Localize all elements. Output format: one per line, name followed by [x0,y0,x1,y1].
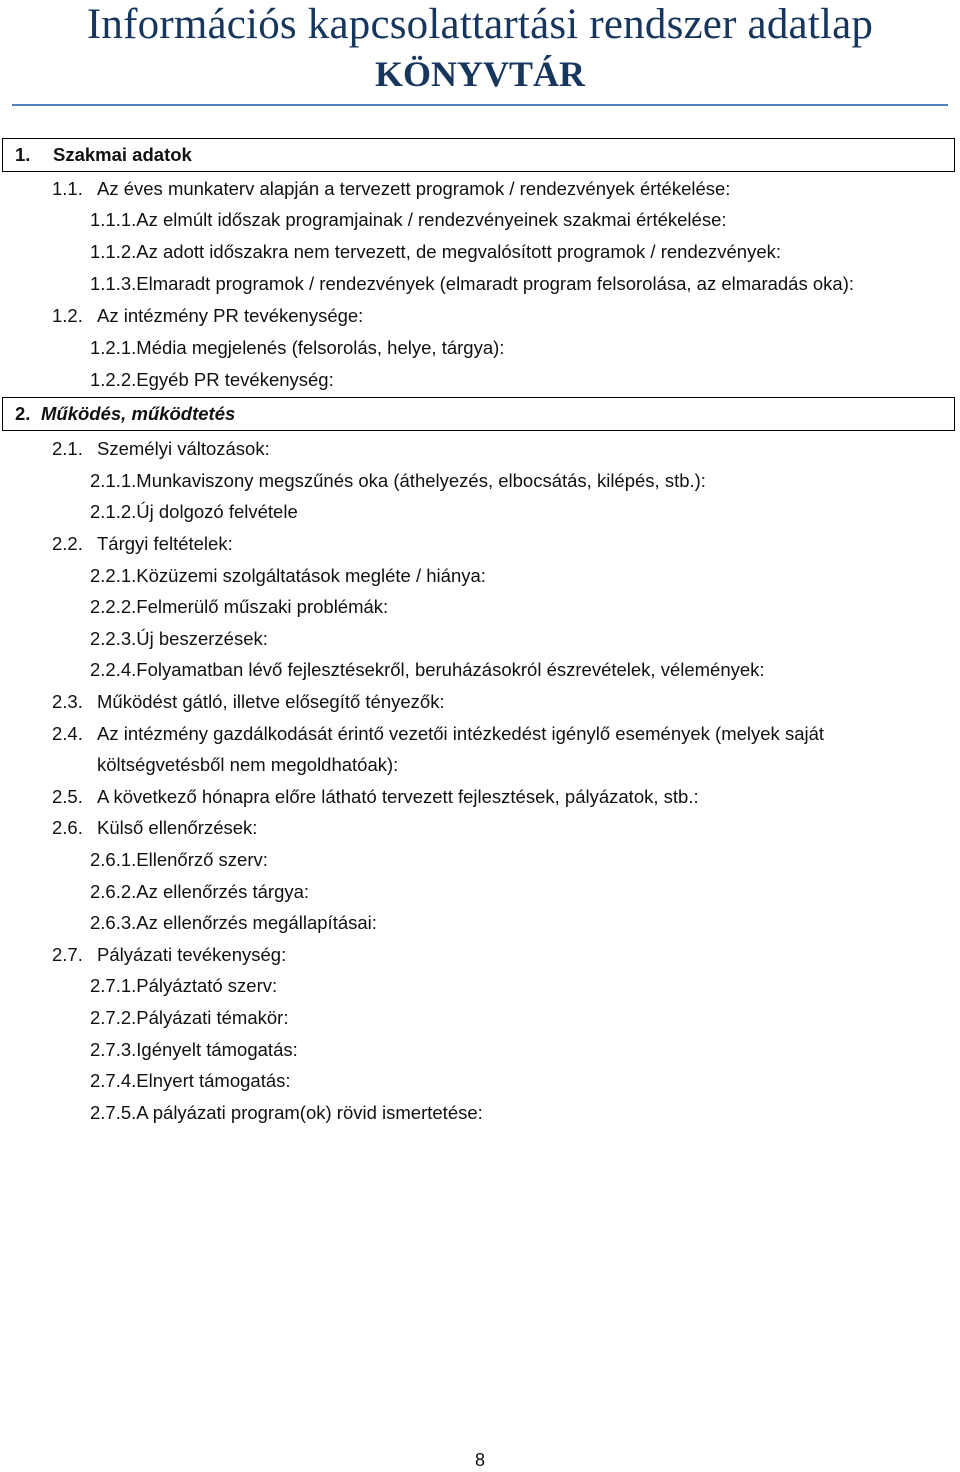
item-text: 2.7.1.Pályáztató szerv: [90,975,278,996]
document-subtitle: KÖNYVTÁR [374,54,585,94]
item-text: 1.1.2.Az adott időszakra nem tervezett, de megvalósított programok / rendezvények: [90,241,782,262]
item-number: 2.7. [52,944,83,965]
item-text: Pályázati tevékenység: [97,944,287,965]
section-number: 1. [15,144,31,165]
item-text: 1.2.1.Média megjelenés (felsorolás, helye, tárgya): [90,337,505,358]
item-number: 2.2. [52,533,83,554]
section-title: Működés, működtetés [41,403,236,424]
item-number: 2.4. [52,723,83,744]
item-text: 2.2.3.Új beszerzések: [90,628,268,649]
item-text: 2.1.2.Új dolgozó felvétele [90,501,298,522]
item-number: 1.1. [52,178,83,199]
item-number: 1.2. [52,305,83,326]
item-number: 2.5. [52,786,83,807]
item-text: 2.7.3.Igényelt támogatás: [90,1039,298,1060]
item-text: 2.2.4.Folyamatban lévő fejlesztésekről, beruházásokról észrevételek, vélemények: [90,659,765,680]
page-number: 8 [474,1450,485,1470]
section-2-header [2,397,955,431]
item-text: Az intézmény gazdálkodását érintő vezetői intézkedést igénylő események (melyek saját [97,723,825,744]
item-text: 2.7.5.A pályázati program(ok) rövid ismertetése: [90,1102,483,1123]
item-text: Tárgyi feltételek: [97,533,233,554]
item-text: A következő hónapra előre látható tervezett fejlesztések, pályázatok, stb.: [97,786,699,807]
item-text: 2.7.4.Elnyert támogatás: [90,1070,291,1091]
item-text: 2.1.1.Munkaviszony megszűnés oka (áthelyezés, elbocsátás, kilépés, stb.): [90,470,706,491]
item-text: 1.1.3.Elmaradt programok / rendezvények (elmaradt program felsorolása, az elmaradás oka): [90,273,854,294]
item-text: 2.2.2.Felmerülő műszaki problémák: [90,596,389,617]
item-text: 2.7.2.Pályázati témakör: [90,1007,289,1028]
item-text: Személyi változások: [97,438,270,459]
section-title: Szakmai adatok [53,144,192,165]
item-number: 2.1. [52,438,83,459]
item-text: 1.1.1.Az elmúlt időszak programjainak / rendezvényeinek szakmai értékelése: [90,209,727,230]
item-text: Külső ellenőrzések: [97,817,258,838]
item-text: 2.2.1.Közüzemi szolgáltatások megléte / hiánya: [90,565,486,586]
section-number: 2. [15,403,31,424]
item-number: 2.6. [52,817,83,838]
item-text: költségvetésből nem megoldhatóak): [97,754,399,775]
item-text: 1.2.2.Egyéb PR tevékenység: [90,369,334,390]
item-text: Az intézmény PR tevékenysége: [97,305,364,326]
title-underline [12,104,948,106]
item-number: 2.3. [52,691,83,712]
item-text: 2.6.1.Ellenőrző szerv: [90,849,268,870]
document-title: Információs kapcsolattartási rendszer adatlap [86,1,874,48]
item-text: 2.6.3.Az ellenőrzés megállapításai: [90,912,377,933]
item-text: 2.6.2.Az ellenőrzés tárgya: [90,881,310,902]
section-1-header [2,138,955,172]
item-text: Működést gátló, illetve elősegítő tényezők: [97,691,445,712]
item-text: Az éves munkaterv alapján a tervezett programok / rendezvények értékelése: [97,178,731,199]
